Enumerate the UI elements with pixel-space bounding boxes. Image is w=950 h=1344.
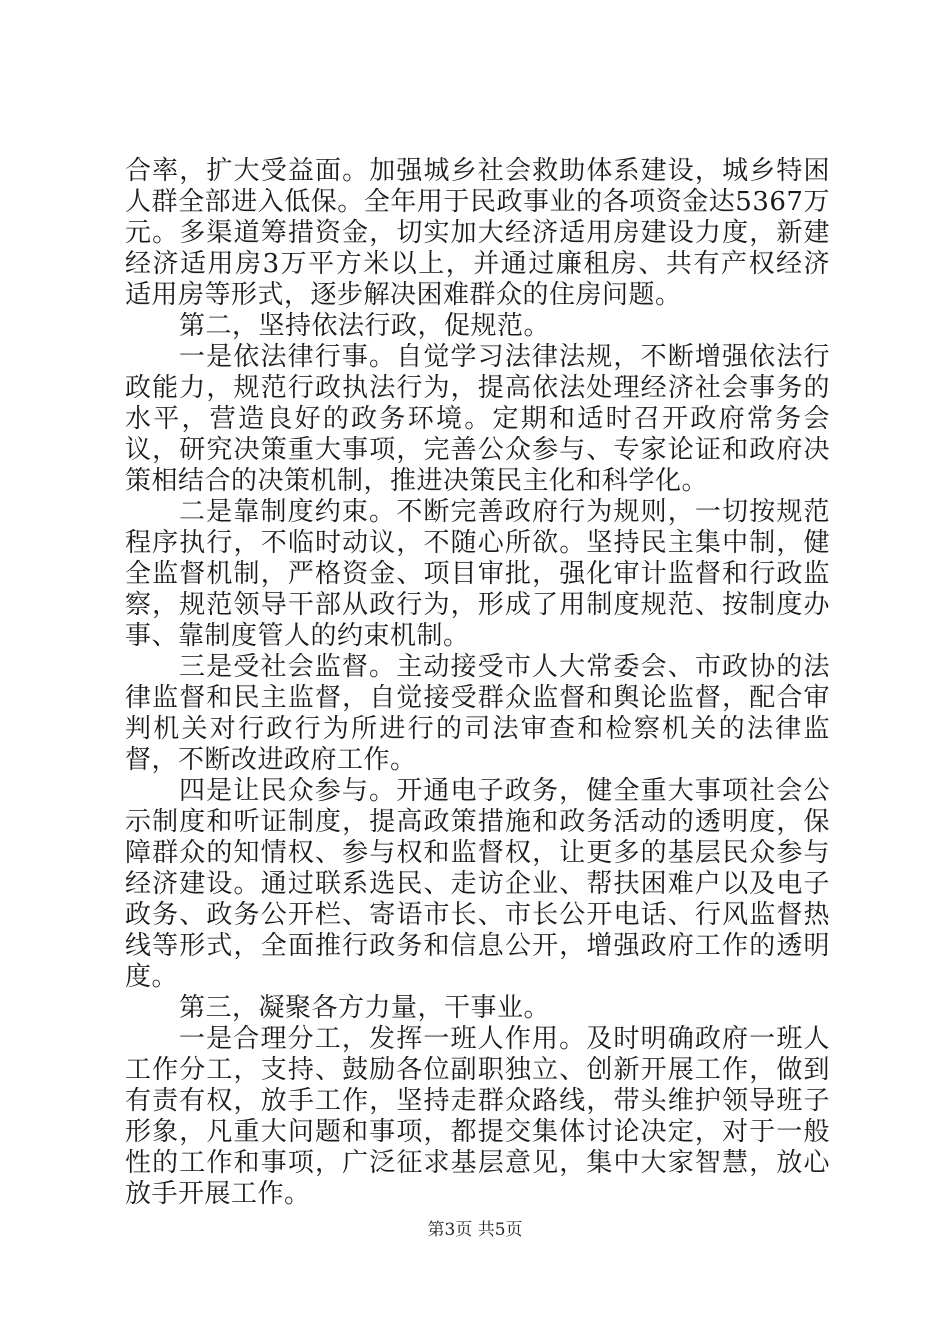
document-body [125,156,830,1210]
paragraph-division-of-labor: 一是合理分工，发挥一班人作用。及时明确政府一班人工作分工，支持、鼓励各位副职独立、创新开展工作，做到有责有权，放手工作，坚持走群众路线，带头维护领导班子形象，凡重大问题和事项，都提交集体讨论决定，对于一般性的工作和事项，广泛征求基层意见，集中大家智慧，放心放手开展工作。 [125,1024,830,1209]
page-number-footer: 第3页 共5页 [427,1220,523,1240]
section-heading-second: 第二，坚持依法行政，促规范。 [179,311,551,341]
paragraph-system: 二是靠制度约束。不断完善政府行为规则，一切按规范程序执行，不临时动议，不随心所欲。坚持民主集中制，健全监督机制，严格资金、项目审批，强化审计监督和行政监察，规范领导干部从政行为，形成了用制度规范、按制度办事、靠制度管人的约束机制。 [125,497,830,651]
paragraph-supervision: 三是受社会监督。主动接受市人大常委会、市政协的法律监督和民主监督，自觉接受群众监督和舆论监督，配合审判机关对行政行为所进行的司法审查和检察机关的法律监督，不断改进政府工作。 [125,652,830,775]
section-heading-third: 第三，凝聚各方力量，干事业。 [179,993,551,1023]
paragraph-intro-continuation: 合率，扩大受益面。加强城乡社会救助体系建设，城乡特困人群全部进入低保。全年用于民政事业的各项资金达5367万元。多渠道筹措资金，切实加大经济适用房建设力度，新建经济适用房3万平方米以上，并通过廉租房、共有产权经济适用房等形式，逐步解决困难群众的住房问题。 [125,156,830,310]
paragraph-public-participation: 四是让民众参与。开通电子政务，健全重大事项社会公示制度和听证制度，提高政策措施和政务活动的透明度，保障群众的知情权、参与权和监督权，让更多的基层民众参与经济建设。通过联系选民、走访企业、帮扶困难户以及电子政务、政务公开栏、寄语市长、市长公开电话、行风监督热线等形式，全面推行政务和信息公开，增强政府工作的透明度。 [125,776,830,992]
paragraph-law: 一是依法律行事。自觉学习法律法规，不断增强依法行政能力，规范行政执法行为，提高依法处理经济社会事务的水平，营造良好的政务环境。定期和适时召开政府常务会议，研究决策重大事项，完善公众参与、专家论证和政府决策相结合的决策机制，推进决策民主化和科学化。 [125,342,830,496]
